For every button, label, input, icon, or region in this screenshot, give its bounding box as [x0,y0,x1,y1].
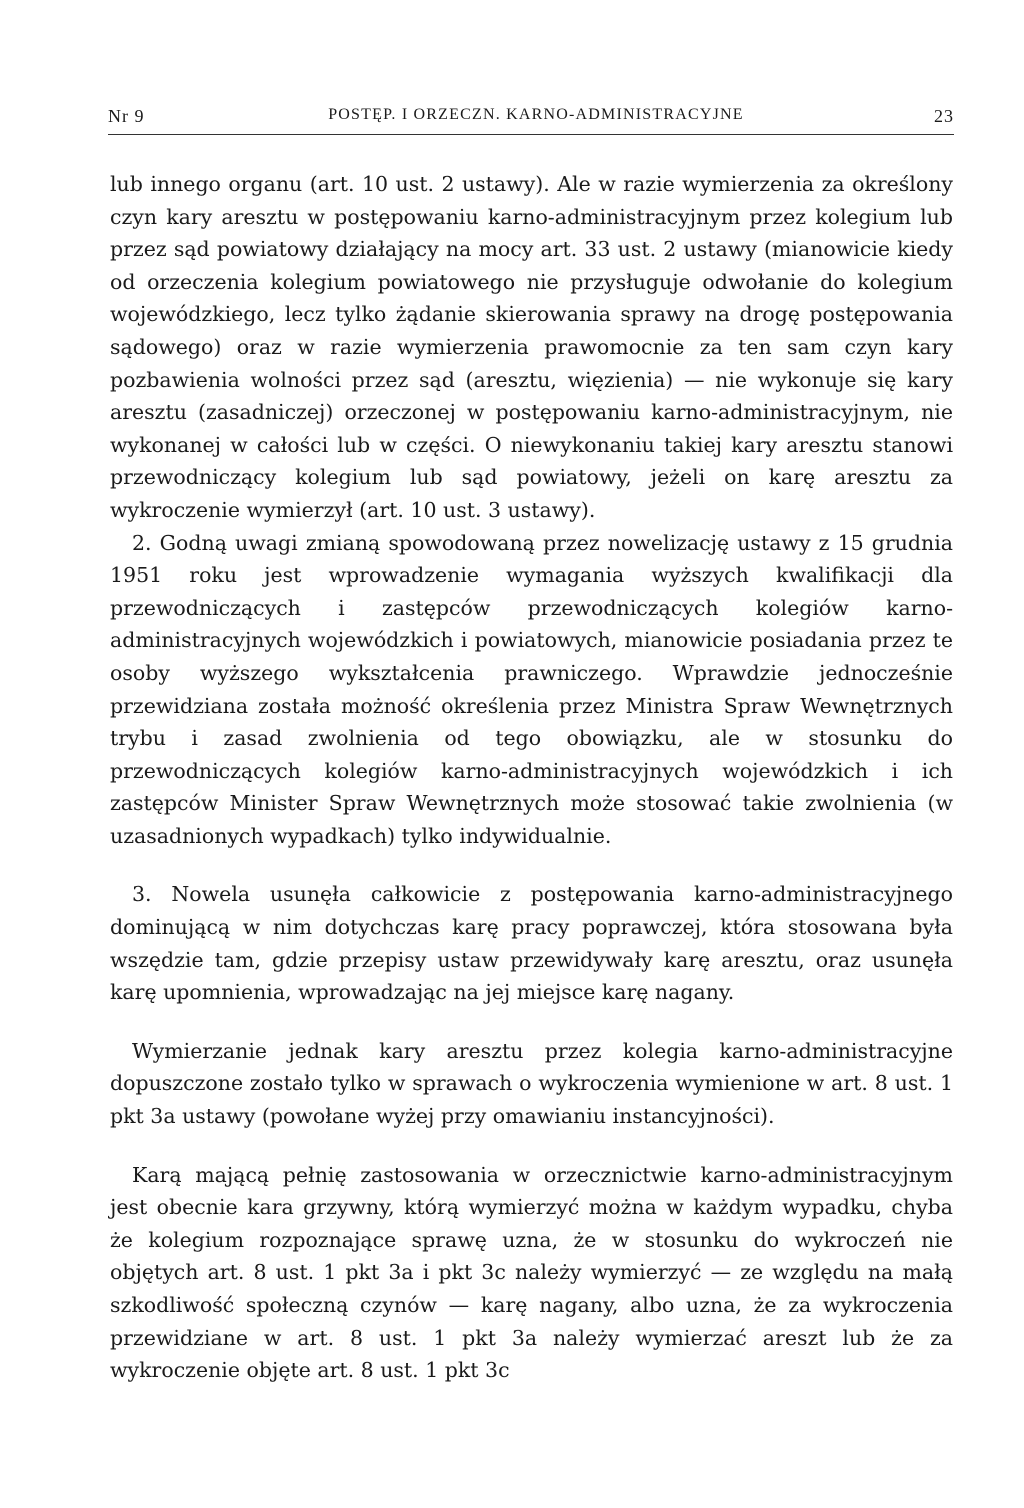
paragraph-continuation: lub innego organu (art. 10 ust. 2 ustawy). Ale w razie wymierzenia za określony czyn kary aresztu w postępowaniu karno-administracyjnym przez kolegium lub przez sąd powiatowy działający na mocy art. 33 ust. 2 ustawy (mianowicie kiedy od orzeczenia kolegium powiatowego nie przysługuje odwołanie do kolegium wojewódzkiego, lecz tylko żądanie skierowania sprawy na drogę postępowania sądowego) oraz w razie wymierzenia prawomocnie za ten sam czyn kary pozbawienia wolności przez sąd (aresztu, więzienia) — nie wykonuje się kary aresztu (zasadniczej) orzeczonej w postępowaniu karno-administracyjnym, nie wykonanej w całości lub w części. O niewykonaniu takiej kary aresztu stanowi przewodniczący kolegium lub sąd powiatowy, jeżeli on karę aresztu za wykroczenie wymierzył (art. 10 ust. 3 ustawy). [110,172,953,522]
page-number: 23 [934,106,954,126]
paragraph-fine: Karą mającą pełnię zastosowania w orzecznictwie karno-administracyjnym jest obecnie kara grzywny, którą wymierzyć można w każdym wypadku, chyba że kolegium rozpoznające sprawę uzna, że w stosunku do wykroczeń nie objętych art. 8 ust. 1 pkt 3a i pkt 3c należy wymierzyć — ze względu na małą szkodliwość społeczną czynów — karę nagany, albo uzna, że za wykroczenia przewidziane w art. 8 ust. 1 pkt 3a należy wymierzać areszt lub że za wykroczenie objęte art. 8 ust. 1 pkt 3c [110,1162,953,1383]
body-text [110,168,953,1387]
paragraph-arrest: Wymierzanie jednak kary aresztu przez kolegia karno-administracyjne dopuszczone zostało tylko w sprawach o wykroczenia wymienione w art. 8 ust. 1 pkt 3a ustawy (powołane wyżej przy omawianiu instancyjności). [110,1038,953,1129]
paragraph-section-3: 3. Nowela usunęła całkowicie z postępowania karno-administracyjnego dominującą w nim dotychczas karę pracy poprawczej, która stosowana była wszędzie tam, gdzie przepisy ustaw przewidywały karę aresztu, oraz usunęła karę upomnienia, wprowadzając na jej miejsce karę nagany. [110,882,953,1005]
running-title: POSTĘP. I ORZECZN. KARNO-ADMINISTRACYJNE [328,106,744,123]
paragraph-section-2: 2. Godną uwagi zmianą spowodowaną przez nowelizację ustawy z 15 grudnia 1951 roku jest wprowadzenie wymagania wyższych kwalifikacji dla przewodniczących i zastępców przewodniczących kolegiów karno-administracyjnych wojewódzkich i powiatowych, mianowicie posiadania przez te osoby wyższego wykształcenia prawniczego. Wprawdzie jednocześnie przewidziana została możność określenia przez Ministra Spraw Wewnętrznych trybu i zasad zwolnienia od tego obowiązku, ale w stosunku do przewodniczących kolegiów karno-administracyjnych wojewódzkich i ich zastępców Minister Spraw Wewnętrznych może stosować takie zwolnienia (w uzasadnionych wypadkach) tylko indywidualnie. [110,530,953,848]
issue-number: Nr 9 [108,106,145,126]
header-rule [108,134,954,135]
